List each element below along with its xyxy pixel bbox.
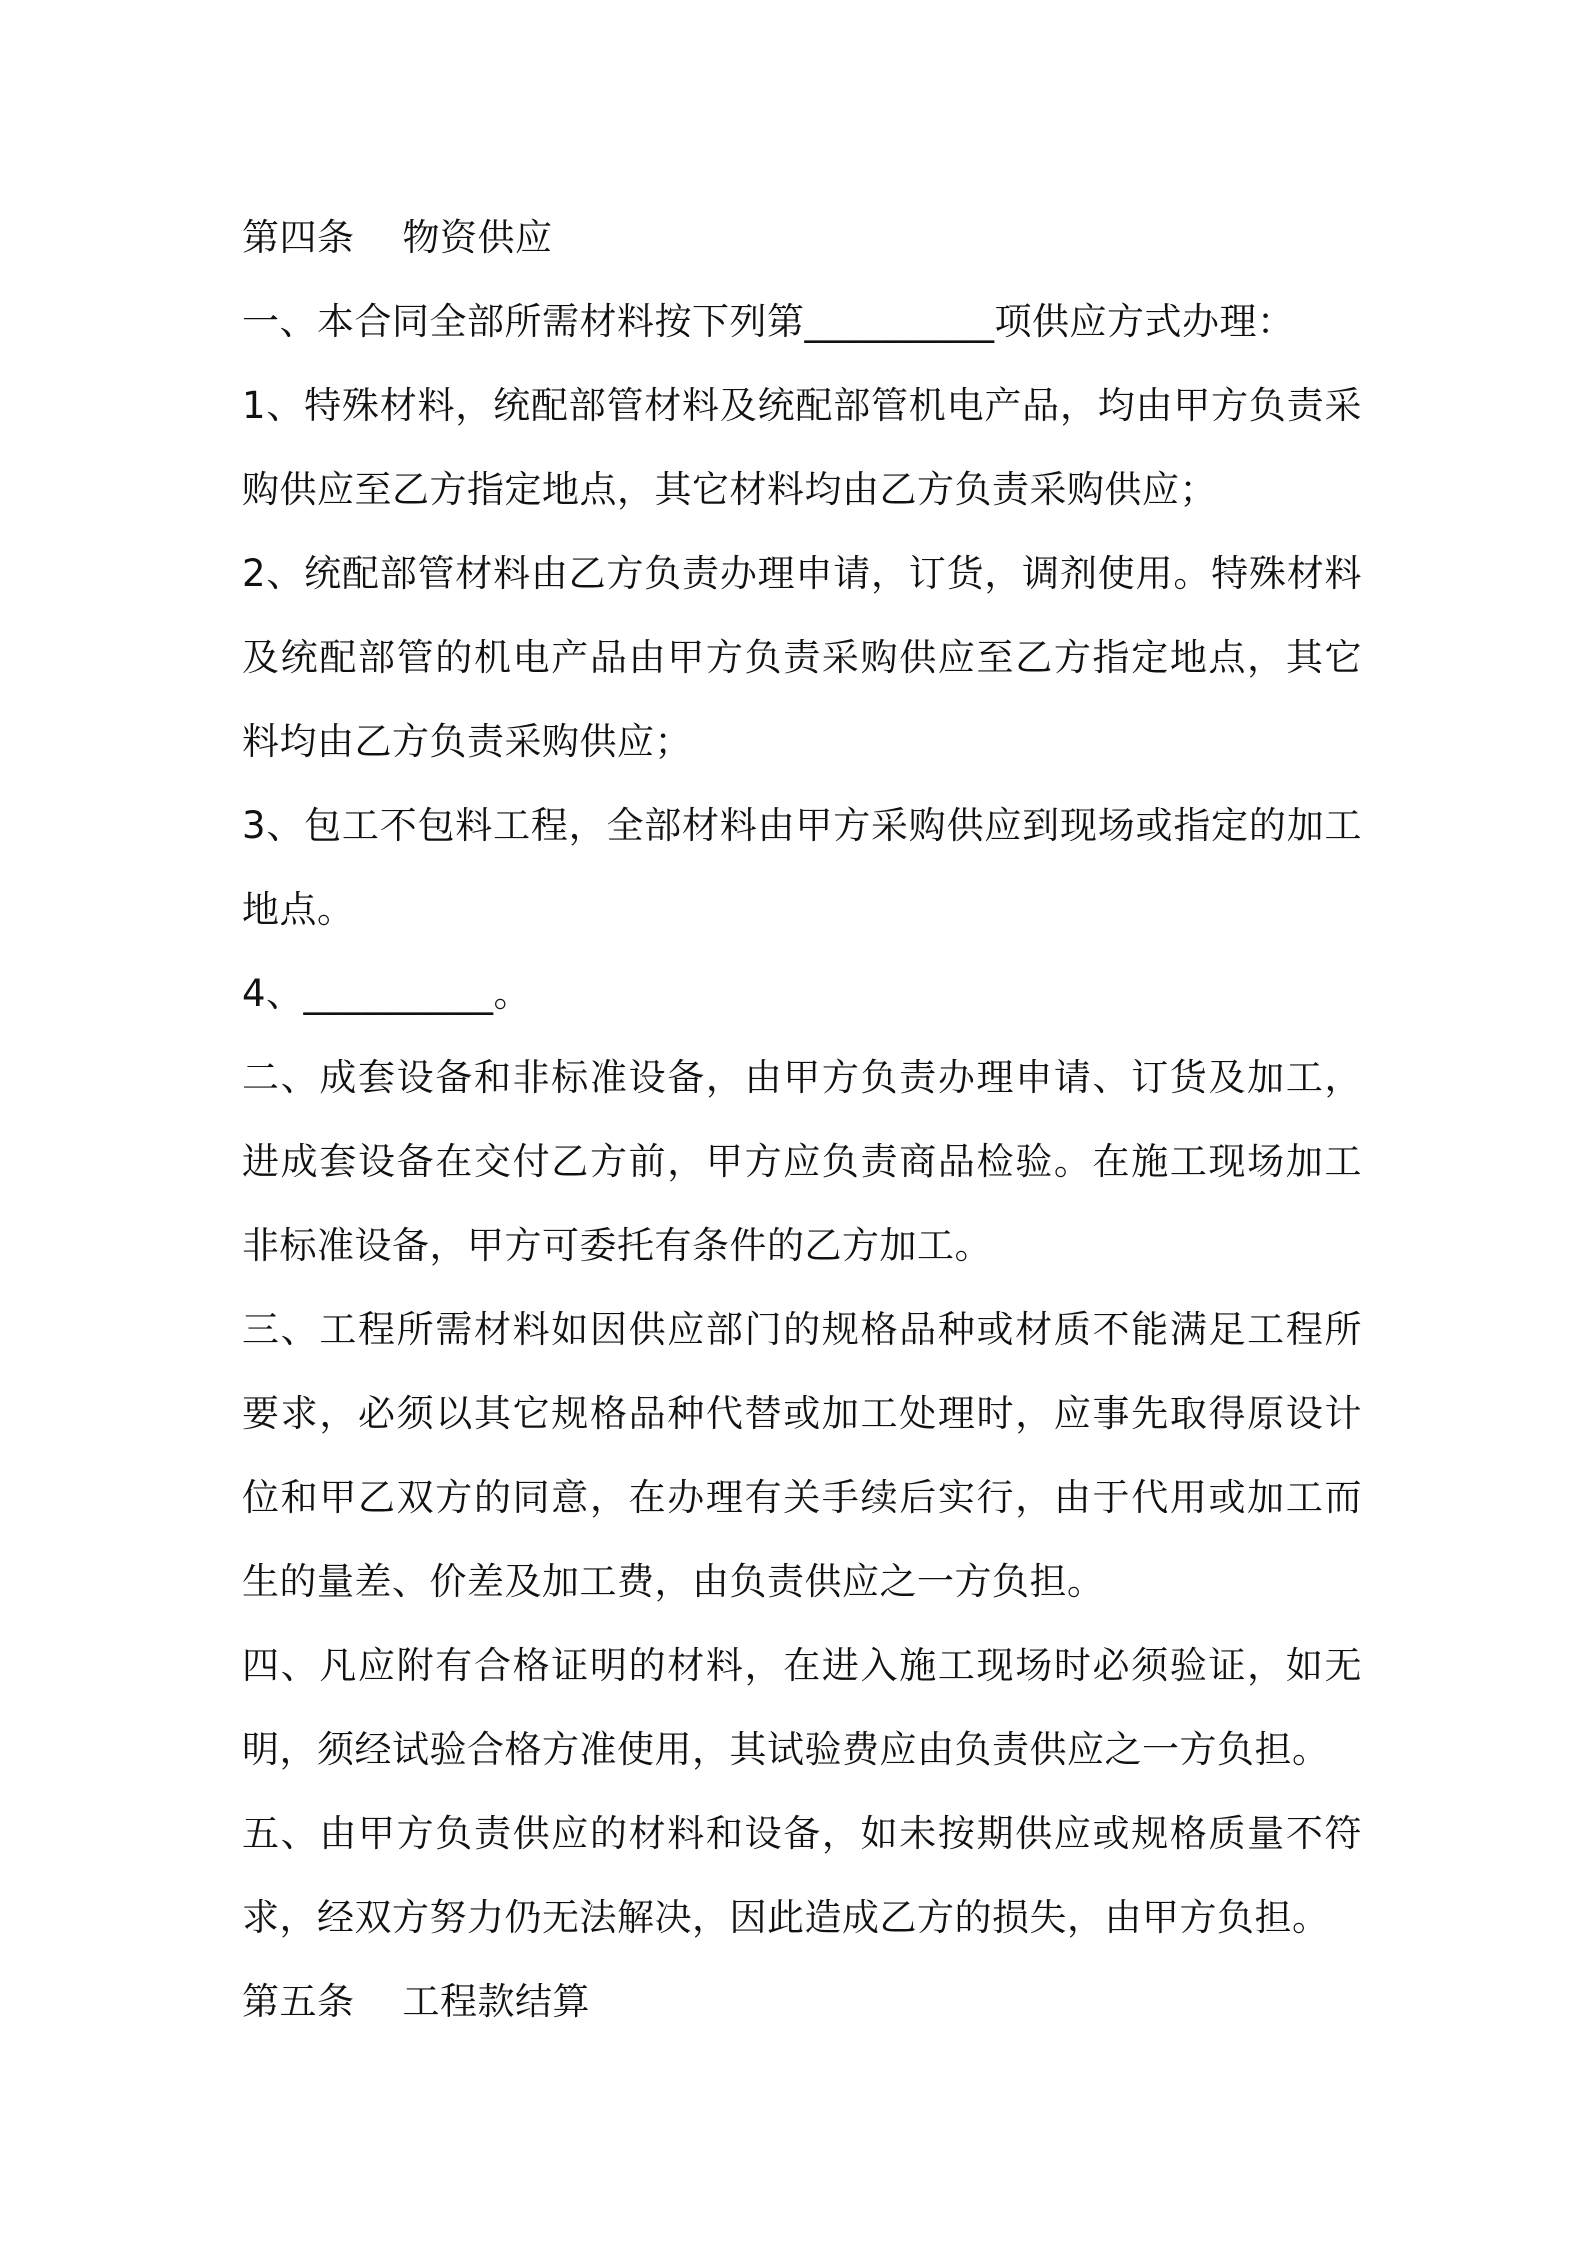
document-body <box>242 196 1362 2044</box>
text-line: 4、__________。 <box>242 972 532 1015</box>
text-line: 四、凡应附有合格证明的材料，在进入施工现场时必须验证，如无 <box>242 1644 1362 1687</box>
article-heading-5 <box>242 1960 1362 2044</box>
text-line: 一、本合同全部所需材料按下列第__________项供应方式办理： <box>242 300 1295 343</box>
text-line: 明，须经试验合格方准使用，其试验费应由负责供应之一方负担。 <box>242 1728 1330 1771</box>
text-line: 进成套设备在交付乙方前，甲方应负责商品检验。在施工现场加工 <box>242 1140 1362 1183</box>
text-line: 要求，必须以其它规格品种代替或加工处理时，应事先取得原设计 <box>242 1392 1362 1435</box>
text-line: 生的量差、价差及加工费，由负责供应之一方负担。 <box>242 1560 1105 1603</box>
text-line: 料均由乙方负责采购供应； <box>242 720 692 763</box>
text-line: 非标准设备，甲方可委托有条件的乙方加工。 <box>242 1224 992 1267</box>
article-title: 物资供应 <box>402 216 553 259</box>
text-line: 1、特殊材料，统配部管材料及统配部管机电产品，均由甲方负责采 <box>242 384 1362 427</box>
text-line: 及统配部管的机电产品由甲方负责采购供应至乙方指定地点，其它 <box>242 636 1362 679</box>
text-line: 地点。 <box>242 888 355 931</box>
article-number: 第五条 <box>242 1980 355 2023</box>
text-line: 2、统配部管材料由乙方负责办理申请，订货，调剂使用。特殊材料 <box>242 552 1362 595</box>
text-line: 3、包工不包料工程，全部材料由甲方采购供应到现场或指定的加工 <box>242 804 1362 847</box>
article-title: 工程款结算 <box>402 1980 590 2023</box>
text-line: 购供应至乙方指定地点，其它材料均由乙方负责采购供应； <box>242 468 1217 511</box>
article-heading-4 <box>242 196 1362 280</box>
text-line: 求，经双方努力仍无法解决，因此造成乙方的损失，由甲方负担。 <box>242 1896 1330 1939</box>
text-line: 位和甲乙双方的同意，在办理有关手续后实行，由于代用或加工而 <box>242 1476 1362 1519</box>
article-number: 第四条 <box>242 216 355 259</box>
text-line: 三、工程所需材料如因供应部门的规格品种或材质不能满足工程所 <box>242 1308 1362 1351</box>
text-line: 二、成套设备和非标准设备，由甲方负责办理申请、订货及加工， <box>242 1056 1362 1099</box>
text-line: 五、由甲方负责供应的材料和设备，如未按期供应或规格质量不符 <box>242 1812 1362 1855</box>
